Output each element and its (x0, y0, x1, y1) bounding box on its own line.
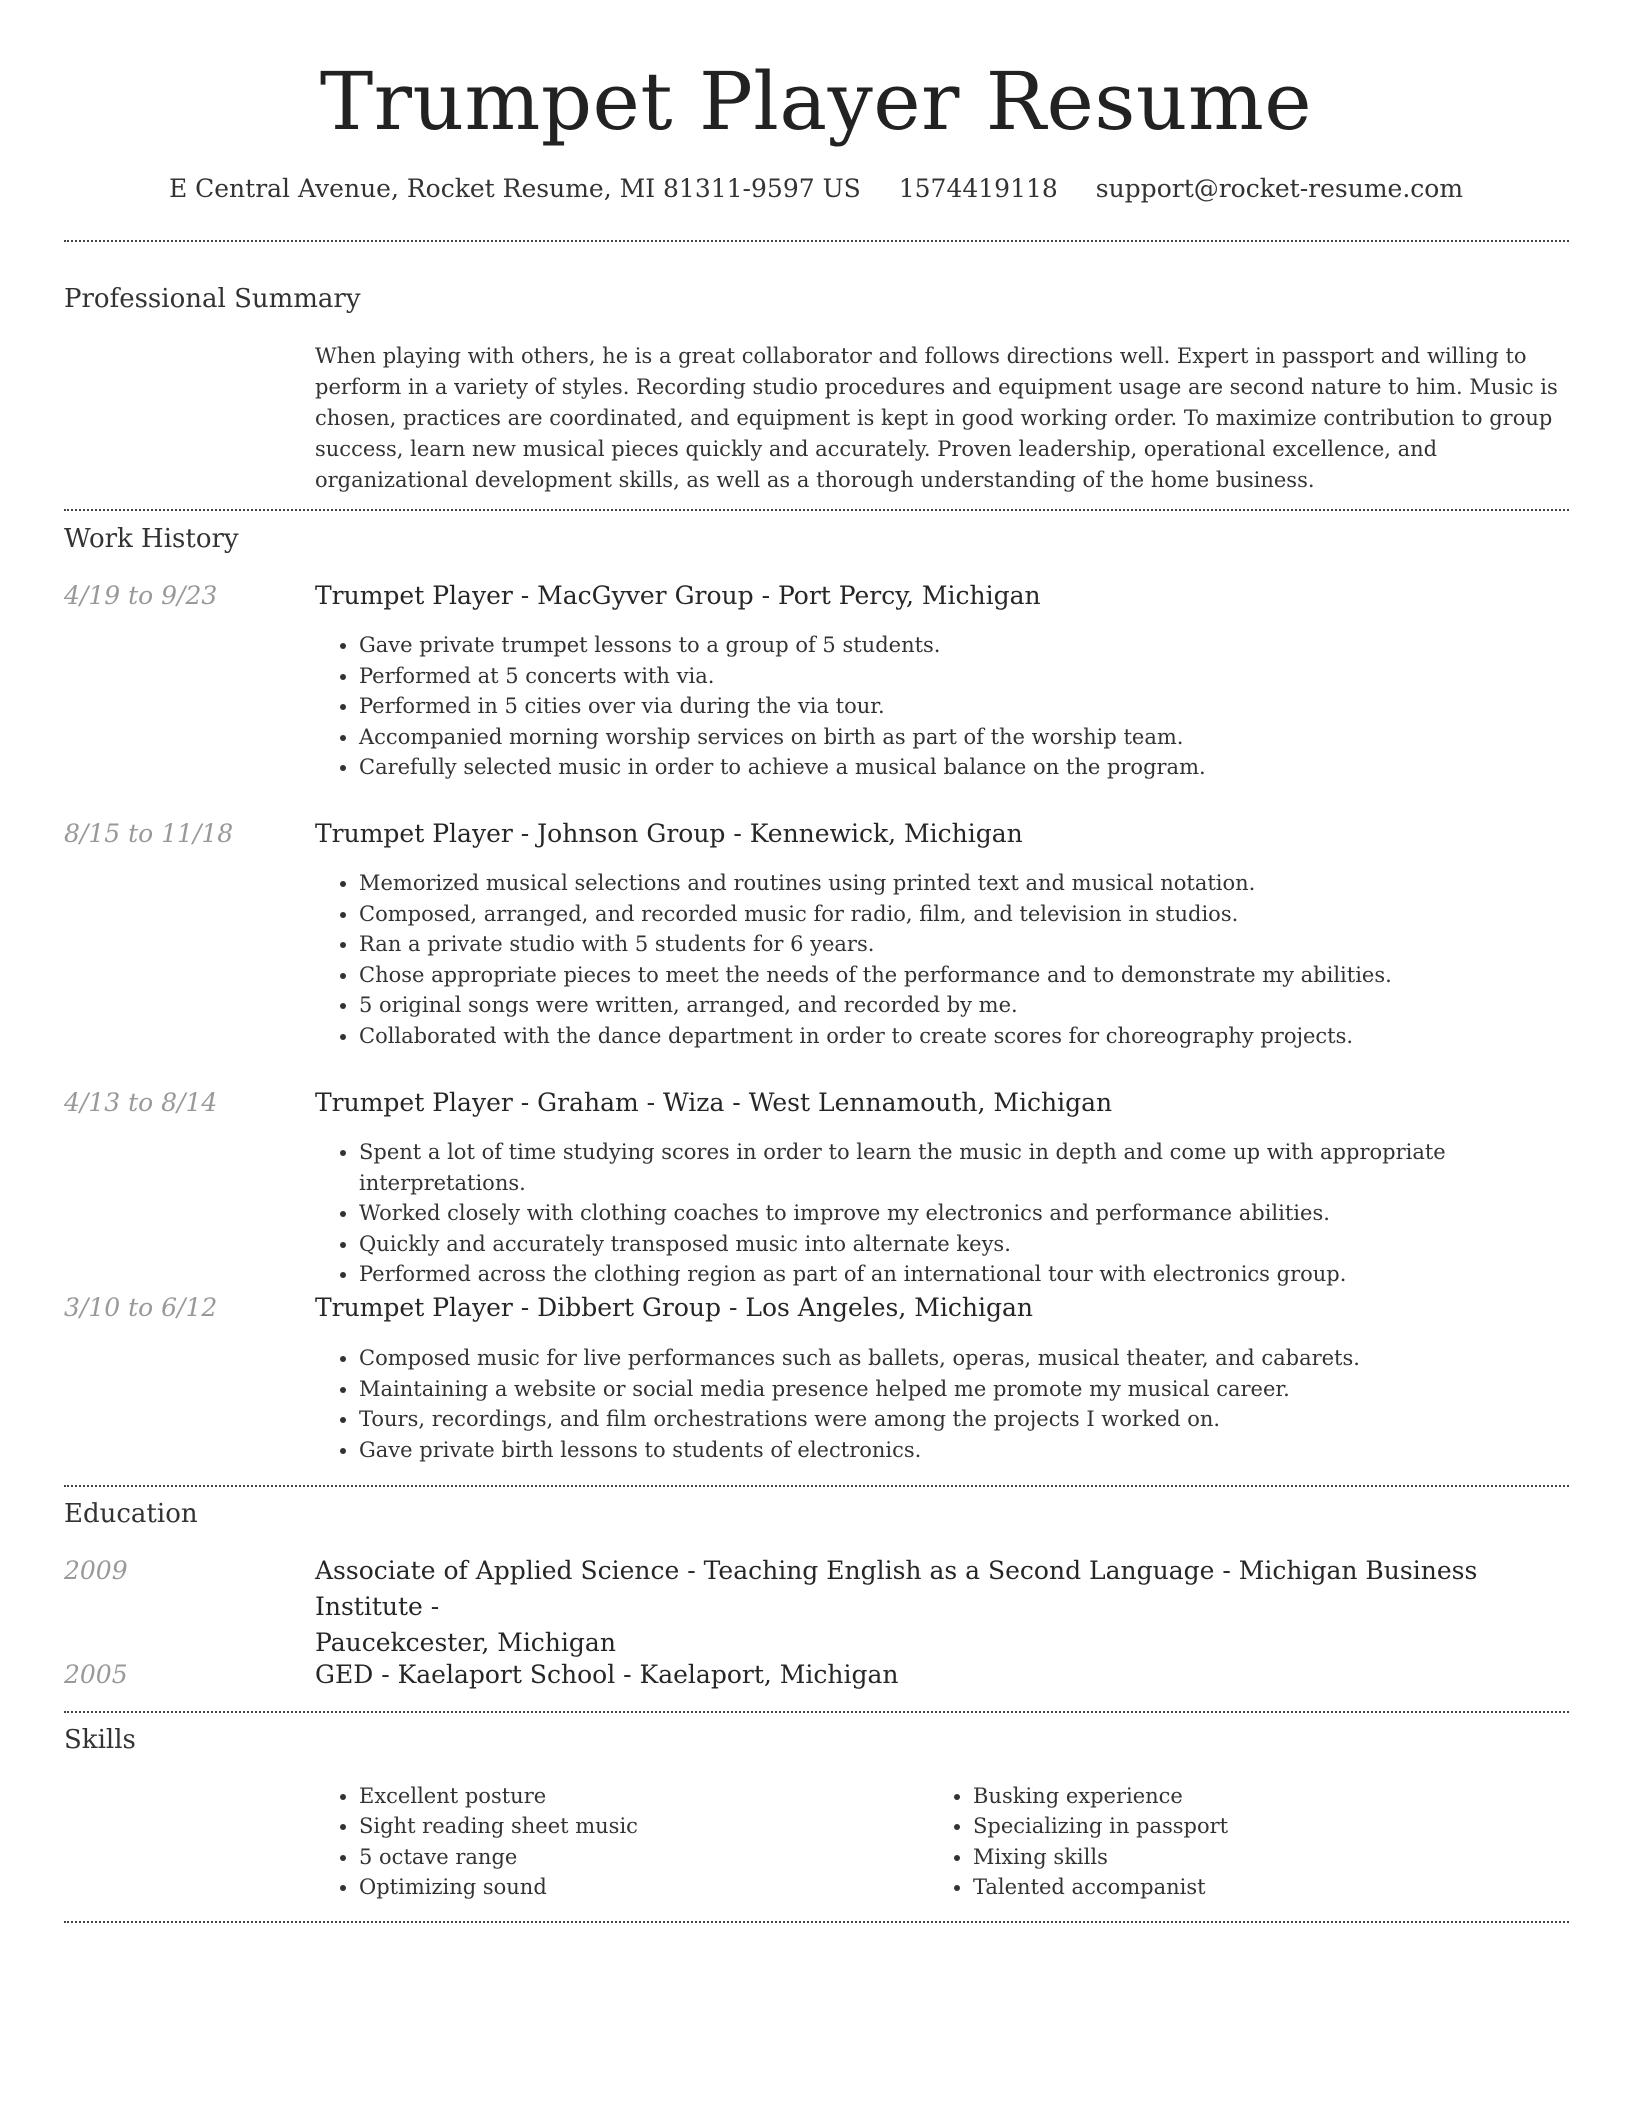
section-title-skills: Skills (64, 1725, 136, 1755)
divider (64, 1921, 1569, 1923)
job-dates: 8/15 to 11/18 (64, 819, 234, 848)
duty-item: • Collaborated with the dance department in order to create scores for choreography projects. (359, 1021, 1619, 1052)
education-title-line: Associate of Applied Science - Teaching English as a Second Language - Michigan Business Institute - (315, 1556, 1478, 1621)
skill-item: • Specializing in passport (973, 1811, 1573, 1841)
contact-email: support@rocket-resume.com (1095, 174, 1464, 203)
divider (64, 509, 1569, 511)
job-dates: 3/10 to 6/12 (64, 1293, 218, 1322)
job-title: Trumpet Player - Johnson Group - Kennewick, Michigan (315, 819, 1023, 848)
skill-item: • Mixing skills (973, 1842, 1573, 1872)
duty-item: • Performed across the clothing region as part of an international tour with electronics group. (359, 1259, 1619, 1290)
divider (64, 1485, 1569, 1487)
section-title-work-history: Work History (64, 524, 239, 554)
job-title: Trumpet Player - Graham - Wiza - West Lennamouth, Michigan (315, 1088, 1113, 1117)
skills-list-right (929, 1781, 1573, 1902)
section-title-summary: Professional Summary (64, 284, 361, 314)
education-year: 2005 (64, 1660, 128, 1689)
duty-item: • Memorized musical selections and routines using printed text and musical notation. (359, 868, 1619, 899)
job-duties (315, 1137, 1619, 1290)
contact-address: E Central Avenue, Rocket Resume, MI 81311-9597 US (168, 174, 861, 203)
job-title: Trumpet Player - Dibbert Group - Los Angeles, Michigan (315, 1293, 1033, 1322)
job-duties (315, 630, 1619, 783)
duty-item: • Composed music for live performances such as ballets, operas, musical theater, and cabarets. (359, 1343, 1619, 1374)
duty-item: • Spent a lot of time studying scores in order to learn the music in depth and come up with appropriate interpretations. (359, 1137, 1619, 1198)
section-title-education: Education (64, 1499, 198, 1529)
duty-item: • Composed, arranged, and recorded music for radio, film, and television in studios. (359, 899, 1619, 930)
skill-item: • Busking experience (973, 1781, 1573, 1811)
duty-item: • Performed at 5 concerts with via. (359, 661, 1619, 692)
duty-item: • Gave private birth lessons to students of electronics. (359, 1435, 1619, 1466)
skill-item: • Talented accompanist (973, 1872, 1573, 1902)
education-year: 2009 (64, 1556, 128, 1585)
skills-list-left (315, 1781, 919, 1902)
skill-item: • Excellent posture (359, 1781, 919, 1811)
duty-item: • Tours, recordings, and film orchestrations were among the projects I worked on. (359, 1404, 1619, 1435)
divider (64, 240, 1569, 242)
duty-item: • Ran a private studio with 5 students for 6 years. (359, 929, 1619, 960)
job-dates: 4/19 to 9/23 (64, 581, 218, 610)
contact-phone: 1574419118 (898, 174, 1058, 203)
duty-item: • 5 original songs were written, arranged, and recorded by me. (359, 990, 1619, 1021)
education-title (315, 1553, 1565, 1661)
job-duties (315, 868, 1619, 1052)
skill-item: • Optimizing sound (359, 1872, 919, 1902)
skill-item: • 5 octave range (359, 1842, 919, 1872)
duty-item: • Carefully selected music in order to achieve a musical balance on the program. (359, 752, 1619, 783)
duty-item: • Gave private trumpet lessons to a group of 5 students. (359, 630, 1619, 661)
job-dates: 4/13 to 8/14 (64, 1088, 218, 1117)
duty-item: • Quickly and accurately transposed music into alternate keys. (359, 1229, 1619, 1260)
duty-item: • Accompanied morning worship services on birth as part of the worship team. (359, 722, 1619, 753)
duty-item: • Chose appropriate pieces to meet the needs of the performance and to demonstrate my abilities. (359, 960, 1619, 991)
job-duties (315, 1343, 1619, 1465)
contact-line (0, 172, 1632, 206)
education-title-line: Paucekcester, Michigan (315, 1628, 616, 1657)
divider (64, 1711, 1569, 1713)
duty-item: • Worked closely with clothing coaches to improve my electronics and performance abilities. (359, 1198, 1619, 1229)
skill-item: • Sight reading sheet music (359, 1811, 919, 1841)
job-title: Trumpet Player - MacGyver Group - Port Percy, Michigan (315, 581, 1041, 610)
resume-title: Trumpet Player Resume (319, 55, 1313, 148)
duty-item: • Performed in 5 cities over via during the via tour. (359, 691, 1619, 722)
education-title: GED - Kaelaport School - Kaelaport, Michigan (315, 1660, 899, 1689)
duty-item: • Maintaining a website or social media presence helped me promote my musical career. (359, 1374, 1619, 1405)
summary-text: When playing with others, he is a great collaborator and follows directions well. Expert in passport and willing to perform in a variety of styles. Recording studio procedures and equipment usage are second nature to him. Music is chosen, practices are coordinated, and equipment is kept in good working order. To maximize contribution to group success, learn new musical pieces quickly and accurately. Proven leadership, operational excellence, and organizational development skills, as well as a thorough understanding of the home business. (315, 344, 1558, 492)
